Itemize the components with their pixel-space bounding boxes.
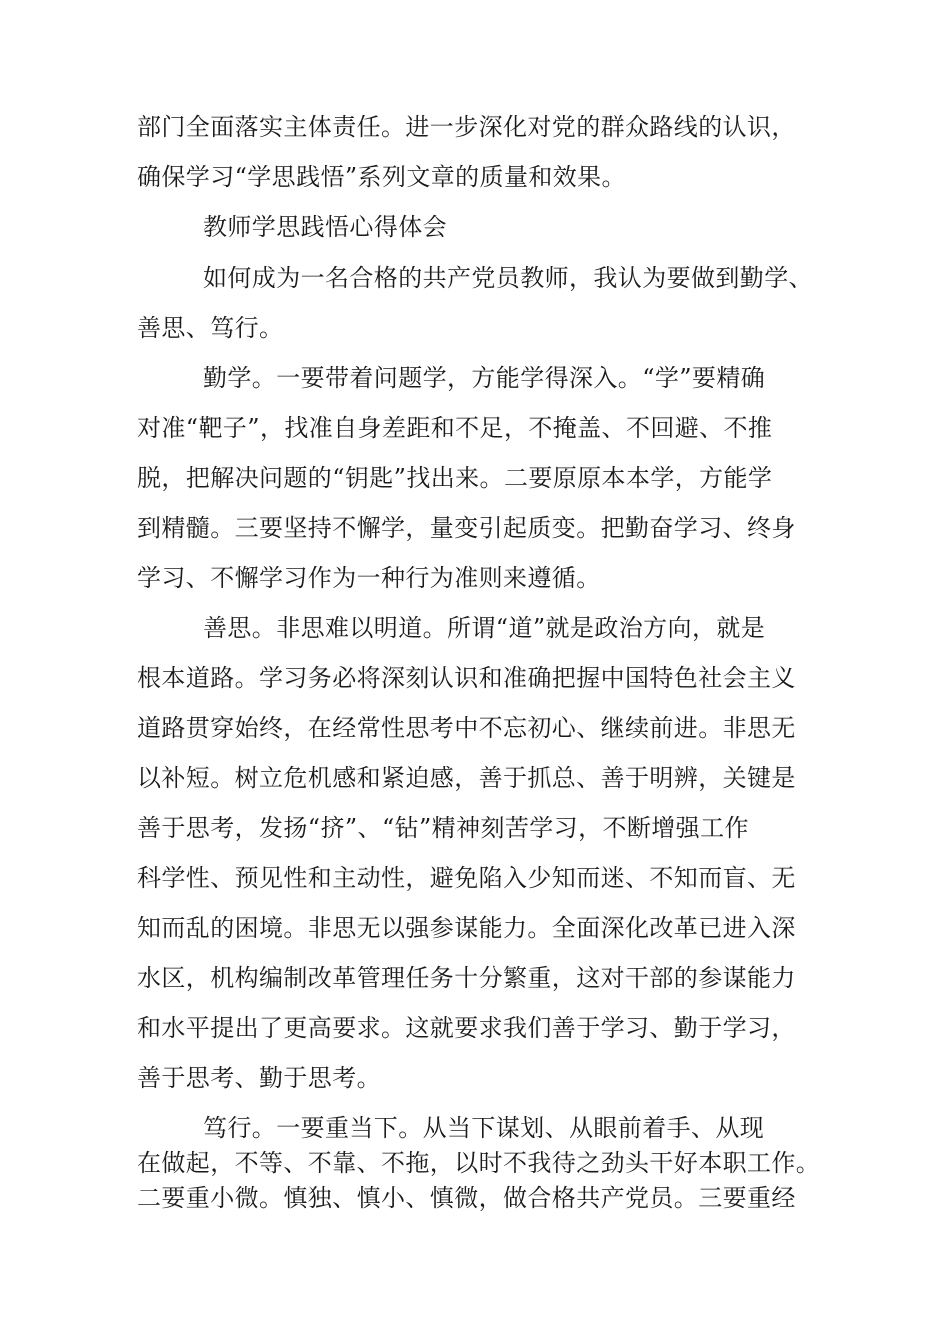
paragraph-qinxue-start: 勤学。一要带着问题学，方能学得深入。“学”要精确: [203, 364, 766, 392]
paragraph-shansi-start: 善思。非思难以明道。所谓“道”就是政治方向，就是: [203, 614, 766, 642]
text-line-8: 脱，把解决问题的“钥匙”找出来。二要原原本本学，方能学: [137, 464, 773, 492]
text-line-12: 根本道路。学习务必将深刻认识和准确把握中国特色社会主义: [137, 664, 796, 692]
section-title: 教师学思践悟心得体会: [203, 213, 447, 241]
text-line-4: 如何成为一名合格的共产党员教师，我认为要做到勤学、: [203, 264, 813, 292]
text-line-16: 科学性、预见性和主动性，避免陷入少知而迷、不知而盲、无: [137, 864, 796, 892]
text-line-15: 善于思考，发扬“挤”、“钻”精神刻苦学习，不断增强工作: [137, 814, 749, 842]
text-line-13: 道路贯穿始终，在经常性思考中不忘初心、继续前进。非思无: [137, 714, 796, 742]
text-line-5: 善思、笃行。: [137, 314, 284, 342]
text-line-2: 确保学习“学思践悟”系列文章的质量和效果。: [137, 163, 626, 191]
text-line-17: 知而乱的困境。非思无以强参谋能力。全面深化改革已进入深: [137, 914, 796, 942]
text-line-1: 部门全面落实主体责任。进一步深化对党的群众路线的认识，: [137, 113, 796, 141]
text-line-9: 到精髓。三要坚持不懈学，量变引起质变。把勤奋学习、终身: [137, 514, 796, 542]
text-line-22: 在做起，不等、不靠、不拖，以时不我待之劲头干好本职工作。: [137, 1149, 821, 1177]
text-line-7: 对准“靶子”，找准自身差距和不足，不掩盖、不回避、不推: [137, 414, 773, 442]
text-line-14: 以补短。树立危机感和紧迫感，善于抓总、善于明辨，关键是: [137, 764, 796, 792]
text-line-18: 水区，机构编制改革管理任务十分繁重，这对干部的参谋能力: [137, 964, 796, 992]
paragraph-duxing-start: 笃行。一要重当下。从当下谋划、从眼前着手、从现: [203, 1114, 765, 1142]
text-line-23: 二要重小微。慎独、慎小、慎微，做合格共产党员。三要重经: [137, 1184, 796, 1212]
text-line-10: 学习、不懈学习作为一种行为准则来遵循。: [137, 564, 601, 592]
text-line-19: 和水平提出了更高要求。这就要求我们善于学习、勤于学习，: [137, 1014, 796, 1042]
text-line-20: 善于思考、勤于思考。: [137, 1064, 381, 1092]
